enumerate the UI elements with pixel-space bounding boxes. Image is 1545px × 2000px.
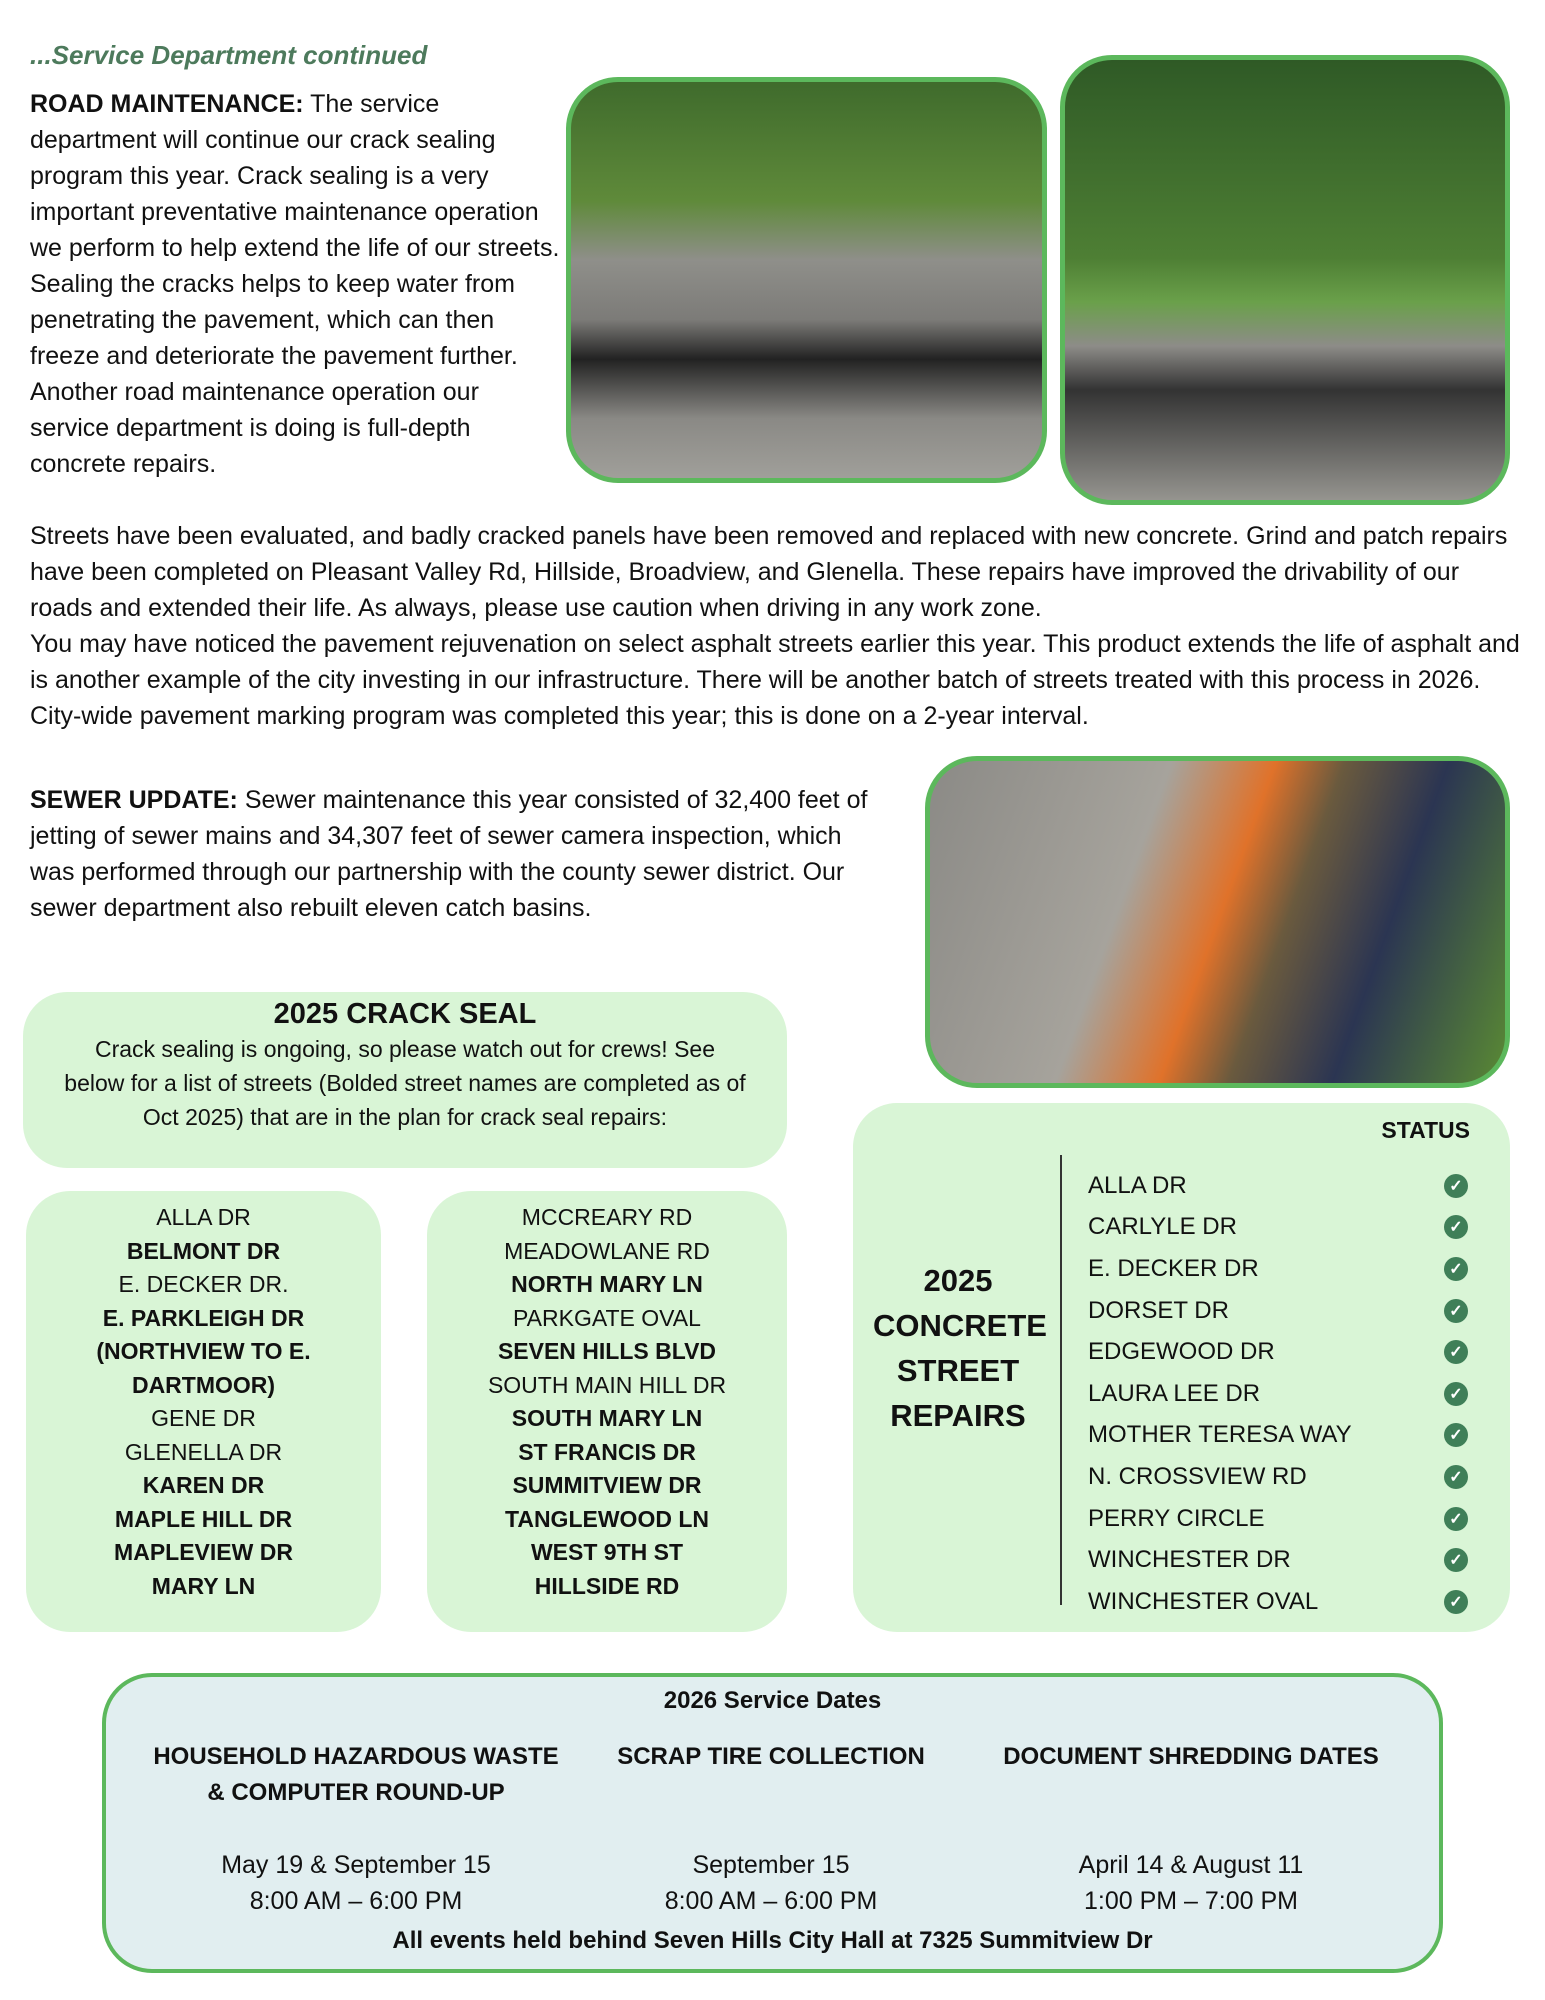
column-heading: SCRAP TIRE COLLECTION — [617, 1743, 925, 1770]
concrete-street-row — [1088, 1581, 1478, 1623]
street-item: TANGLEWOOD LN — [505, 1505, 709, 1532]
road-maintenance-label: ROAD MAINTENANCE: — [30, 90, 304, 118]
service-dates-title: 2026 Service Dates — [663, 1687, 882, 1714]
street-name: MOTHER TERESA WAY — [1088, 1421, 1352, 1449]
street-item: SUMMITVIEW DR — [512, 1472, 702, 1498]
sewer-repair-photo — [925, 756, 1510, 1088]
service-column-tire — [606, 1739, 936, 1919]
service-dates-box — [102, 1673, 1443, 1973]
street-name: ALLA DR — [1088, 1171, 1187, 1199]
crack-seal-list-1 — [26, 1191, 381, 1632]
road-maintenance-text: The service department will continue our crack sealing program this year. Crack sealing is a very important preventative maintenance operation we perform to help extend the life of our streets. Sealing the cracks helps to keep water from penetrating the pavement, which can then freeze and deteriorate the pavement further. Another road maintenance operation our service department is doing is full-depth concrete repairs. — [30, 90, 560, 478]
street-item: WEST 9TH ST — [530, 1539, 684, 1565]
street-name: LAURA LEE DR — [1088, 1379, 1261, 1407]
service-dates-footer: All events held behind Seven Hills City Hall at 7325 Summitview Dr — [392, 1927, 1153, 1954]
concrete-street-row — [1088, 1498, 1478, 1540]
check-circle-icon: ✓ — [1444, 1507, 1468, 1531]
column-heading: DOCUMENT SHREDDING DATES — [1003, 1743, 1379, 1770]
status-header: STATUS — [1381, 1117, 1470, 1143]
check-circle-icon: ✓ — [1444, 1423, 1468, 1447]
column-dates: September 15 — [692, 1851, 850, 1879]
check-circle-icon: ✓ — [1444, 1590, 1468, 1614]
check-circle-icon: ✓ — [1444, 1548, 1468, 1572]
check-circle-icon: ✓ — [1444, 1382, 1468, 1406]
concrete-street-list — [1088, 1165, 1478, 1623]
service-column-hazardous — [146, 1739, 566, 1919]
street-item: MCCREARY RD — [521, 1204, 693, 1230]
street-item: SOUTH MAIN HILL DR — [487, 1371, 727, 1398]
check-circle-icon: ✓ — [1444, 1299, 1468, 1323]
check-circle-icon: ✓ — [1444, 1215, 1468, 1239]
street-item: PARKGATE OVAL — [513, 1304, 701, 1331]
road-roller-photo — [1060, 55, 1510, 505]
street-name: PERRY CIRCLE — [1088, 1504, 1265, 1532]
sewer-update-paragraph — [30, 782, 890, 926]
street-item: NORTH MARY LN — [511, 1271, 703, 1297]
check-circle-icon: ✓ — [1444, 1174, 1468, 1198]
repairs-text: Streets have been evaluated, and badly cracked panels have been removed and replaced with new concrete. Grind and patch repairs have been completed on Pleasant Valley Rd, Hillside, Broadview, and Glenella. These repairs have improved the drivability of our roads and extended their life. As always, please use caution when driving in any work zone. — [30, 522, 1508, 622]
street-item: ST FRANCIS DR — [518, 1438, 696, 1465]
check-circle-icon: ✓ — [1444, 1465, 1468, 1489]
column-time: 8:00 AM – 6:00 PM — [664, 1887, 878, 1915]
street-item: HILLSIDE RD — [534, 1572, 680, 1599]
street-name: DORSET DR — [1088, 1296, 1229, 1324]
service-column-shredding — [976, 1739, 1406, 1919]
crack-sealing-crew-photo — [566, 77, 1047, 483]
street-name: N. CROSSVIEW RD — [1088, 1462, 1307, 1490]
column-dates: May 19 & September 15 — [221, 1851, 491, 1879]
crack-seal-title: 2025 CRACK SEAL — [273, 998, 537, 1030]
section-heading: ...Service Department continued — [30, 40, 428, 70]
divider — [1060, 1155, 1062, 1605]
street-item: GENE DR — [151, 1405, 256, 1431]
concrete-street-row — [1088, 1415, 1478, 1457]
crack-seal-box — [23, 992, 787, 1168]
check-circle-icon: ✓ — [1444, 1340, 1468, 1364]
concrete-street-row — [1088, 1539, 1478, 1581]
street-item: KAREN DR — [142, 1472, 265, 1498]
street-item: SEVEN HILLS BLVD — [497, 1338, 717, 1364]
street-item: BELMONT DR — [126, 1237, 281, 1264]
sewer-update-label: SEWER UPDATE: — [30, 786, 238, 814]
concrete-street-row — [1088, 1248, 1478, 1290]
street-item: MARY LN — [151, 1572, 256, 1599]
street-item: MEADOWLANE RD — [504, 1237, 710, 1264]
street-name: EDGEWOOD DR — [1088, 1338, 1275, 1366]
street-name: CARLYLE DR — [1088, 1213, 1237, 1241]
road-maintenance-paragraph — [30, 86, 560, 482]
street-item: SOUTH MARY LN — [511, 1405, 703, 1431]
sewer-update-text: Sewer maintenance this year consisted of 32,400 feet of jetting of sewer mains and 34,307 feet of sewer camera inspection, which was performed through our partnership with the county sewer district. Our sewer department also rebuilt eleven catch basins. — [30, 786, 868, 922]
concrete-street-row — [1088, 1456, 1478, 1498]
column-dates: April 14 & August 11 — [1078, 1851, 1304, 1879]
street-item: MAPLE HILL DR — [114, 1505, 293, 1532]
street-item: E. DECKER DR. — [118, 1271, 289, 1297]
street-name: WINCHESTER DR — [1088, 1546, 1291, 1574]
street-item: ALLA DR — [156, 1204, 251, 1230]
street-item: GLENELLA DR — [124, 1438, 283, 1465]
road-repairs-paragraph — [30, 518, 1520, 734]
concrete-street-row — [1088, 1165, 1478, 1207]
street-item: E. PARKLEIGH DR (NORTHVIEW TO E. DARTMOOR) — [96, 1304, 311, 1398]
concrete-street-row — [1088, 1331, 1478, 1373]
street-item: MAPLEVIEW DR — [114, 1539, 293, 1565]
concrete-repairs-title: 2025 CONCRETE STREET REPAIRS — [873, 1263, 1047, 1433]
crack-seal-list-2 — [427, 1191, 787, 1632]
concrete-repairs-box — [853, 1103, 1510, 1632]
column-time: 8:00 AM – 6:00 PM — [249, 1887, 463, 1915]
street-name: E. DECKER DR — [1088, 1254, 1259, 1282]
check-circle-icon: ✓ — [1444, 1257, 1468, 1281]
street-name: WINCHESTER OVAL — [1088, 1587, 1319, 1615]
column-time: 1:00 PM – 7:00 PM — [1083, 1887, 1298, 1915]
concrete-street-row — [1088, 1290, 1478, 1332]
crack-seal-description: Crack sealing is ongoing, so please watch out for crews! See below for a list of streets (Bolded street names are completed as of Oct 2025) that are in the plan for crack seal repairs: — [64, 1036, 746, 1130]
column-heading: HOUSEHOLD HAZARDOUS WASTE & COMPUTER ROUND-UP — [153, 1743, 559, 1806]
concrete-street-row — [1088, 1373, 1478, 1415]
rejuvenation-text: You may have noticed the pavement rejuvenation on select asphalt streets earlier this year. This product extends the life of asphalt and is another example of the city investing in our infrastructure. There will be another batch of streets treated with this process in 2026. City-wide pavement marking program was completed this year; this is done on a 2-year interval. — [30, 630, 1520, 730]
concrete-street-row — [1088, 1207, 1478, 1249]
